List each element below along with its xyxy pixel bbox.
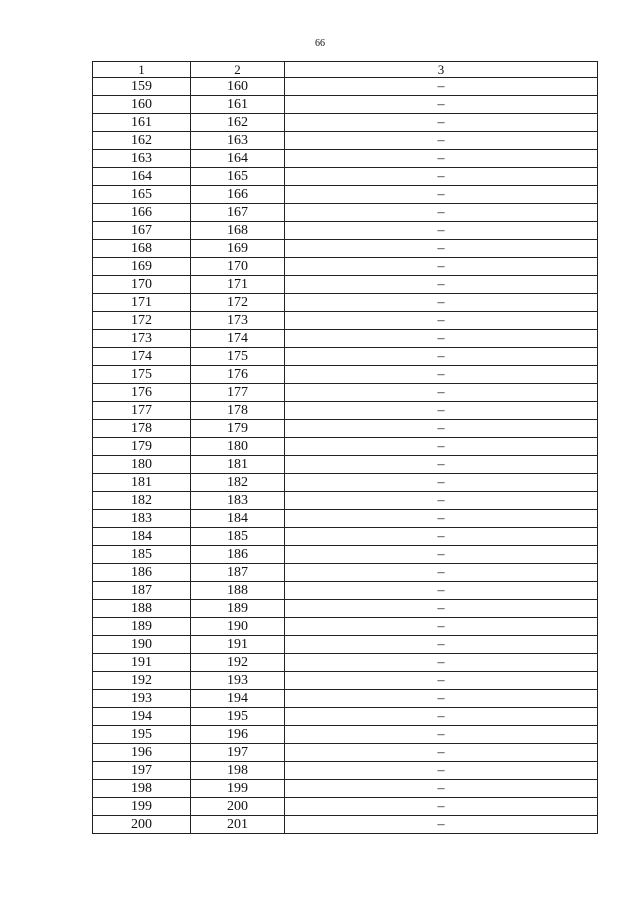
table-row [93, 168, 598, 186]
table-cell-col-2: 173 [191, 312, 285, 330]
table-cell-col-2: 187 [191, 564, 285, 582]
table-cell-col-3: – [285, 258, 598, 276]
column-header-2: 2 [191, 62, 285, 78]
table-row [93, 294, 598, 312]
table-cell-col-1: 180 [93, 456, 191, 474]
table-cell-col-1: 175 [93, 366, 191, 384]
table-row [93, 114, 598, 132]
table-cell-col-2: 191 [191, 636, 285, 654]
table-cell-col-2: 166 [191, 186, 285, 204]
table-row [93, 384, 598, 402]
table-cell-col-3: – [285, 636, 598, 654]
table-cell-col-3: – [285, 438, 598, 456]
table-row [93, 456, 598, 474]
table-cell-col-1: 197 [93, 762, 191, 780]
table-cell-col-3: – [285, 816, 598, 834]
table-cell-col-3: – [285, 96, 598, 114]
table-cell-col-3: – [285, 294, 598, 312]
table-cell-col-1: 177 [93, 402, 191, 420]
table-row [93, 636, 598, 654]
table-row [93, 708, 598, 726]
table-row [93, 780, 598, 798]
table-cell-col-2: 196 [191, 726, 285, 744]
column-header-1: 1 [93, 62, 191, 78]
table-row [93, 276, 598, 294]
table-cell-col-2: 167 [191, 204, 285, 222]
table-cell-col-1: 162 [93, 132, 191, 150]
table-cell-col-1: 161 [93, 114, 191, 132]
table-cell-col-3: – [285, 672, 598, 690]
table-cell-col-3: – [285, 798, 598, 816]
table-cell-col-2: 162 [191, 114, 285, 132]
table-cell-col-2: 190 [191, 618, 285, 636]
table-cell-col-2: 199 [191, 780, 285, 798]
table-cell-col-3: – [285, 708, 598, 726]
table-row [93, 402, 598, 420]
table-cell-col-2: 197 [191, 744, 285, 762]
table-cell-col-1: 182 [93, 492, 191, 510]
table-row [93, 582, 598, 600]
table-cell-col-1: 190 [93, 636, 191, 654]
table-row [93, 240, 598, 258]
table-cell-col-2: 189 [191, 600, 285, 618]
table-row [93, 762, 598, 780]
table-cell-col-1: 184 [93, 528, 191, 546]
table-row [93, 78, 598, 96]
table-body [93, 78, 598, 834]
table-cell-col-2: 176 [191, 366, 285, 384]
table-cell-col-2: 160 [191, 78, 285, 96]
table-cell-col-3: – [285, 78, 598, 96]
table-row [93, 186, 598, 204]
table-row [93, 204, 598, 222]
table-cell-col-1: 165 [93, 186, 191, 204]
table-cell-col-3: – [285, 366, 598, 384]
table-cell-col-3: – [285, 114, 598, 132]
table-cell-col-1: 174 [93, 348, 191, 366]
table-cell-col-3: – [285, 474, 598, 492]
table-cell-col-2: 183 [191, 492, 285, 510]
table-cell-col-2: 163 [191, 132, 285, 150]
table-row [93, 438, 598, 456]
table-cell-col-1: 163 [93, 150, 191, 168]
table-cell-col-1: 176 [93, 384, 191, 402]
table-cell-col-1: 169 [93, 258, 191, 276]
table-cell-col-1: 172 [93, 312, 191, 330]
table-row [93, 816, 598, 834]
table-cell-col-3: – [285, 528, 598, 546]
table-cell-col-3: – [285, 726, 598, 744]
table-cell-col-2: 180 [191, 438, 285, 456]
table-cell-col-3: – [285, 204, 598, 222]
table-cell-col-1: 195 [93, 726, 191, 744]
table-cell-col-1: 185 [93, 546, 191, 564]
table-cell-col-1: 186 [93, 564, 191, 582]
table-header-row [93, 62, 598, 78]
table-row [93, 330, 598, 348]
table-cell-col-3: – [285, 186, 598, 204]
table-cell-col-3: – [285, 168, 598, 186]
table-cell-col-3: – [285, 384, 598, 402]
table-cell-col-2: 175 [191, 348, 285, 366]
table-cell-col-2: 186 [191, 546, 285, 564]
table-cell-col-3: – [285, 492, 598, 510]
table-cell-col-2: 184 [191, 510, 285, 528]
table-cell-col-3: – [285, 780, 598, 798]
table-cell-col-1: 198 [93, 780, 191, 798]
table-cell-col-2: 171 [191, 276, 285, 294]
table-cell-col-1: 166 [93, 204, 191, 222]
table-row [93, 600, 598, 618]
table-cell-col-1: 181 [93, 474, 191, 492]
table-cell-col-1: 191 [93, 654, 191, 672]
table-cell-col-2: 192 [191, 654, 285, 672]
table-row [93, 492, 598, 510]
table-cell-col-2: 179 [191, 420, 285, 438]
table-cell-col-1: 188 [93, 600, 191, 618]
table-cell-col-1: 171 [93, 294, 191, 312]
table-cell-col-3: – [285, 402, 598, 420]
table-cell-col-2: 174 [191, 330, 285, 348]
table-row [93, 510, 598, 528]
table-cell-col-2: 178 [191, 402, 285, 420]
table-cell-col-1: 179 [93, 438, 191, 456]
table-row [93, 564, 598, 582]
table-cell-col-3: – [285, 600, 598, 618]
table-row [93, 96, 598, 114]
table-cell-col-1: 170 [93, 276, 191, 294]
table-cell-col-3: – [285, 240, 598, 258]
table-cell-col-2: 181 [191, 456, 285, 474]
table-cell-col-3: – [285, 348, 598, 366]
table-cell-col-3: – [285, 744, 598, 762]
table-cell-col-2: 201 [191, 816, 285, 834]
page-number: 66 [315, 38, 325, 49]
table-cell-col-3: – [285, 762, 598, 780]
table-row [93, 690, 598, 708]
table-cell-col-1: 189 [93, 618, 191, 636]
table-cell-col-2: 170 [191, 258, 285, 276]
table-cell-col-1: 168 [93, 240, 191, 258]
table-cell-col-2: 185 [191, 528, 285, 546]
table-cell-col-2: 188 [191, 582, 285, 600]
table-cell-col-3: – [285, 276, 598, 294]
table-row [93, 132, 598, 150]
table-row [93, 672, 598, 690]
table-cell-col-3: – [285, 222, 598, 240]
table-row [93, 744, 598, 762]
table-cell-col-1: 164 [93, 168, 191, 186]
table-cell-col-3: – [285, 312, 598, 330]
table-cell-col-1: 199 [93, 798, 191, 816]
table-cell-col-2: 165 [191, 168, 285, 186]
table-row [93, 366, 598, 384]
table-cell-col-3: – [285, 564, 598, 582]
table-cell-col-2: 195 [191, 708, 285, 726]
table-cell-col-2: 164 [191, 150, 285, 168]
table-cell-col-1: 160 [93, 96, 191, 114]
table-row [93, 546, 598, 564]
table-cell-col-2: 168 [191, 222, 285, 240]
table-cell-col-1: 194 [93, 708, 191, 726]
table-cell-col-3: – [285, 510, 598, 528]
table-row [93, 258, 598, 276]
table-cell-col-3: – [285, 330, 598, 348]
table-row [93, 348, 598, 366]
table-cell-col-3: – [285, 690, 598, 708]
table-cell-col-3: – [285, 618, 598, 636]
data-table [92, 61, 598, 834]
table-cell-col-1: 187 [93, 582, 191, 600]
table-cell-col-3: – [285, 582, 598, 600]
table-cell-col-2: 177 [191, 384, 285, 402]
table-cell-col-1: 167 [93, 222, 191, 240]
table-cell-col-1: 159 [93, 78, 191, 96]
column-header-3: 3 [285, 62, 598, 78]
table-cell-col-2: 194 [191, 690, 285, 708]
table-row [93, 528, 598, 546]
table-cell-col-2: 172 [191, 294, 285, 312]
table-cell-col-3: – [285, 420, 598, 438]
table-row [93, 726, 598, 744]
table-cell-col-2: 198 [191, 762, 285, 780]
table-row [93, 474, 598, 492]
table-row [93, 312, 598, 330]
table-cell-col-2: 161 [191, 96, 285, 114]
table-cell-col-2: 182 [191, 474, 285, 492]
table-cell-col-1: 183 [93, 510, 191, 528]
table-row [93, 150, 598, 168]
table-cell-col-1: 178 [93, 420, 191, 438]
table-cell-col-3: – [285, 150, 598, 168]
table-cell-col-3: – [285, 132, 598, 150]
table-row [93, 654, 598, 672]
table-cell-col-2: 193 [191, 672, 285, 690]
table-row [93, 222, 598, 240]
table-cell-col-2: 169 [191, 240, 285, 258]
table-cell-col-1: 193 [93, 690, 191, 708]
table-cell-col-1: 173 [93, 330, 191, 348]
table-cell-col-1: 192 [93, 672, 191, 690]
table-cell-col-3: – [285, 546, 598, 564]
table-cell-col-3: – [285, 654, 598, 672]
table-cell-col-1: 196 [93, 744, 191, 762]
table-cell-col-3: – [285, 456, 598, 474]
table-cell-col-2: 200 [191, 798, 285, 816]
table-row [93, 420, 598, 438]
table-row [93, 618, 598, 636]
table-cell-col-1: 200 [93, 816, 191, 834]
table-row [93, 798, 598, 816]
